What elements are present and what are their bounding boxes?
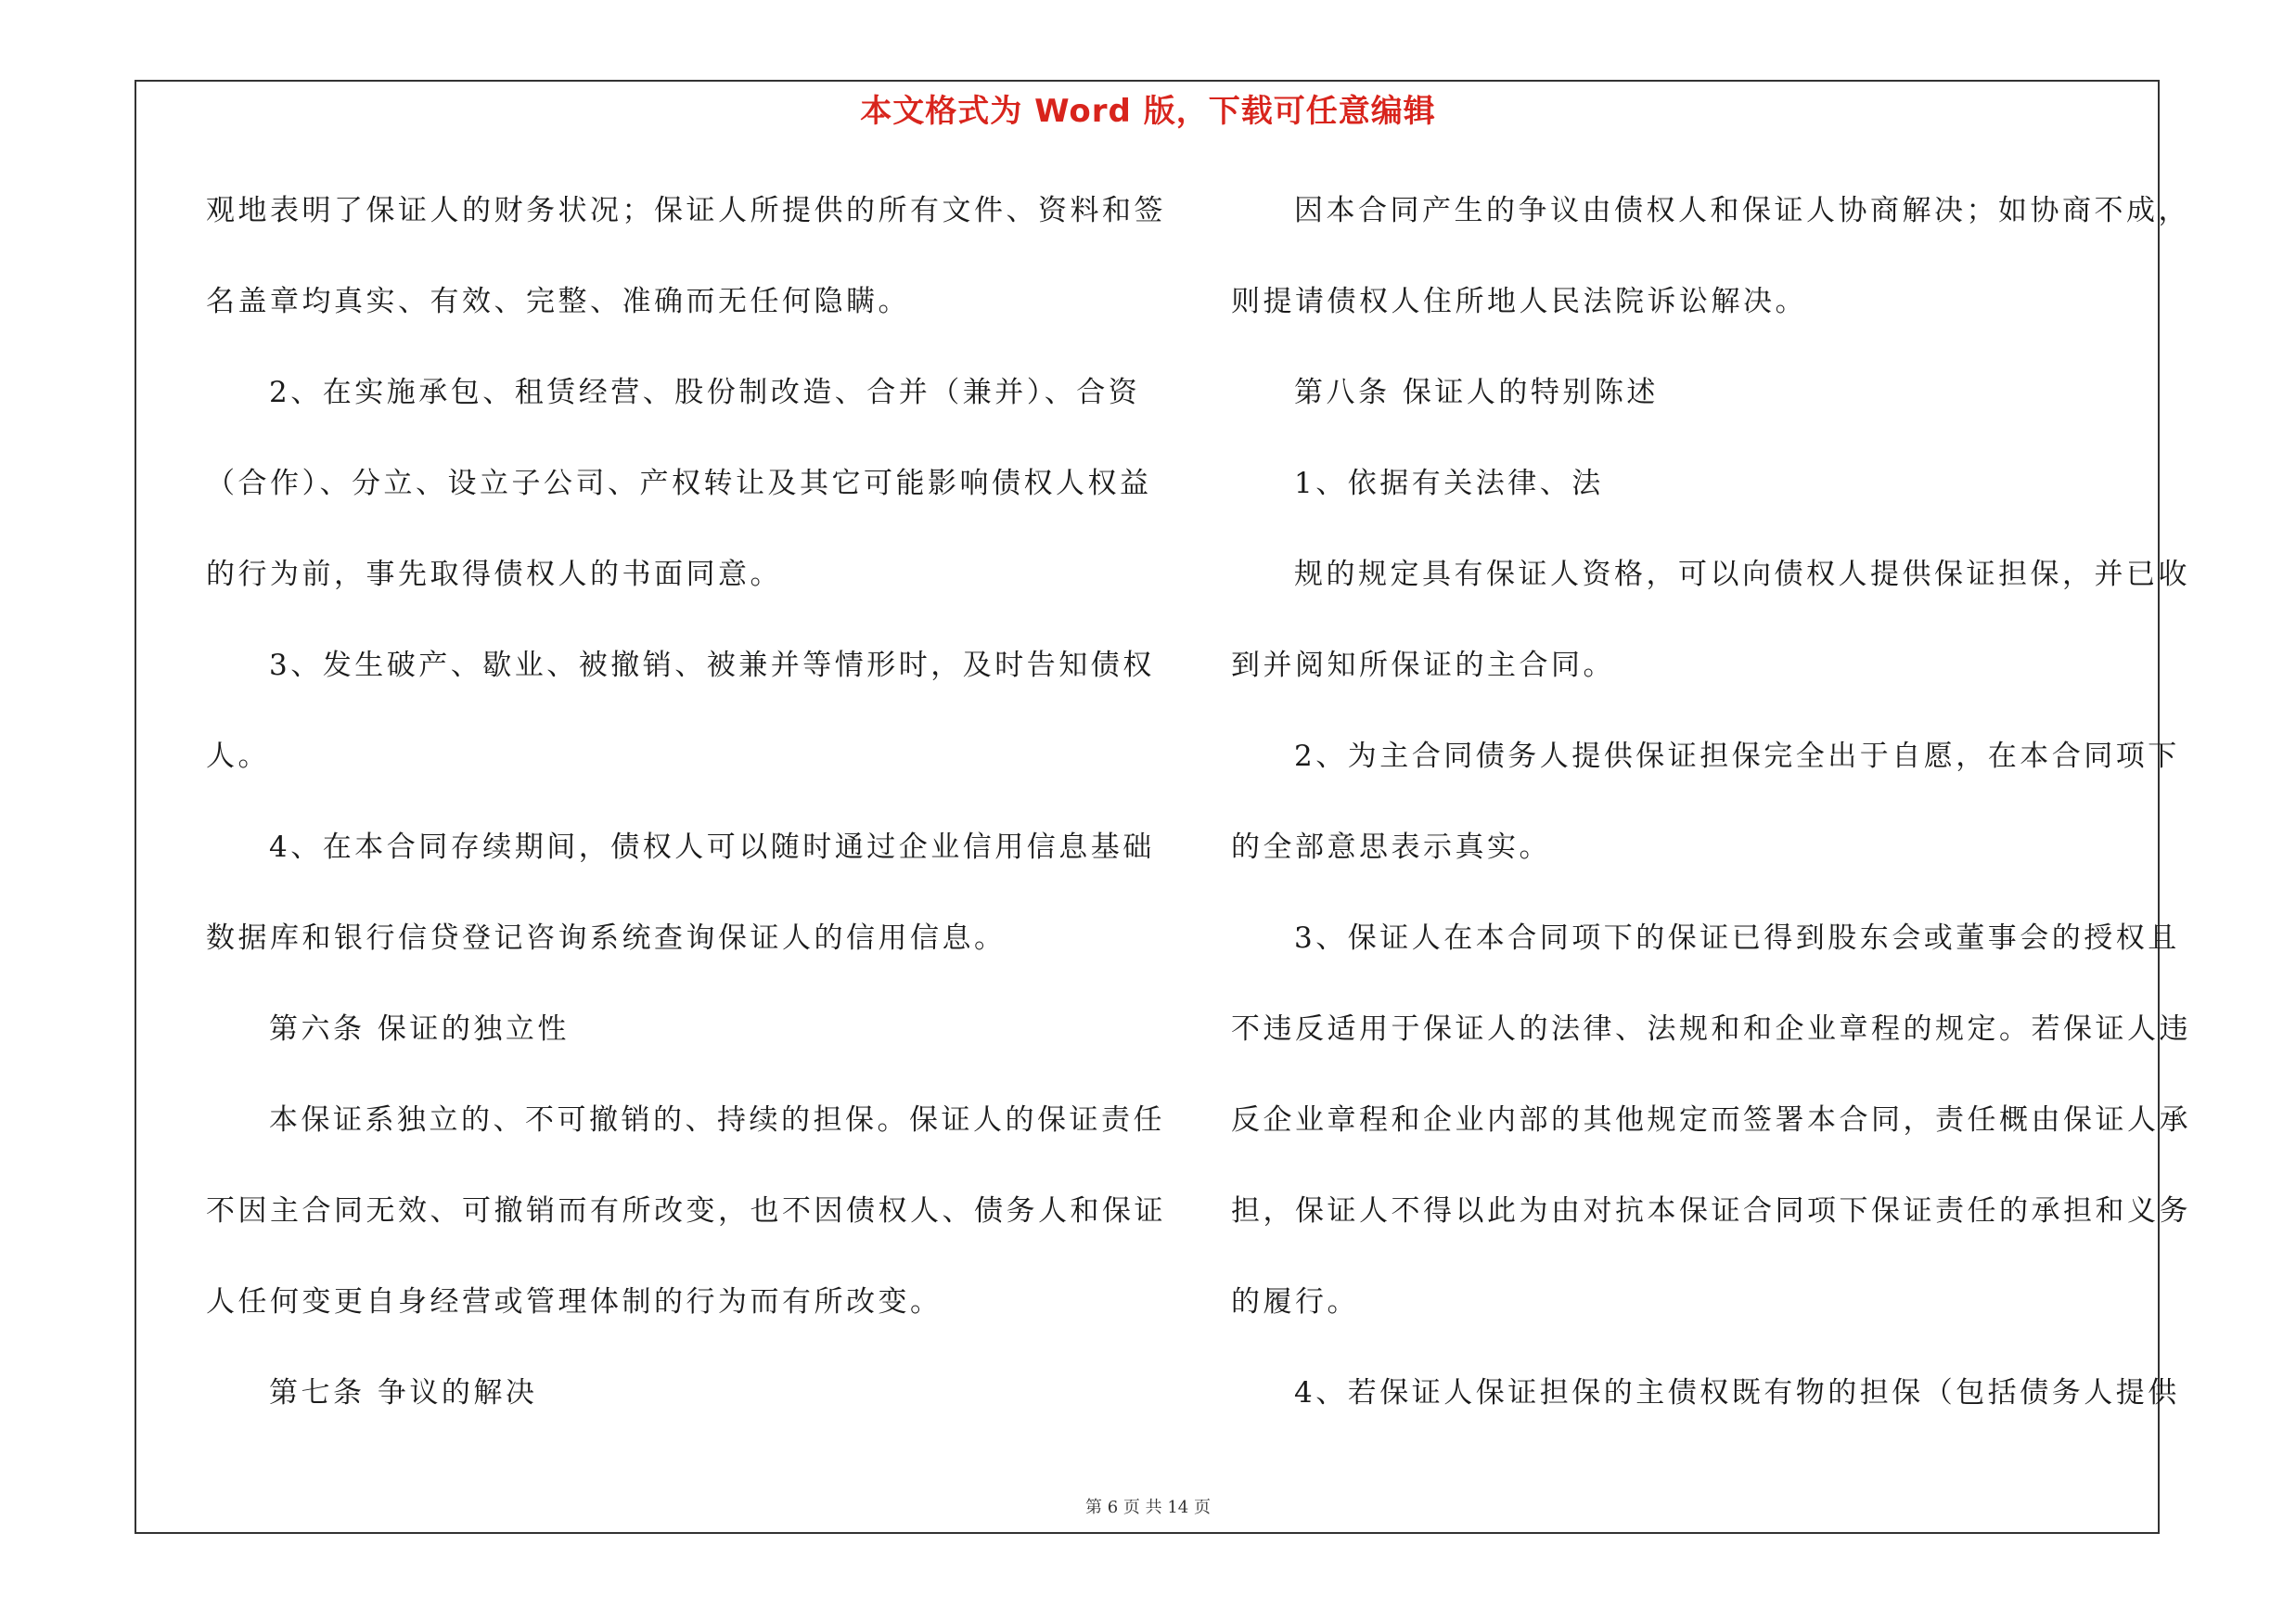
paragraph-line: 2、在实施承包、租赁经营、股份制改造、合并（兼并）、合资 (269, 376, 1141, 409)
header-banner: 本文格式为 Word 版，下载可任意编辑 (860, 93, 1436, 130)
paragraph-line: 担，保证人不得以此为由对抗本保证合同项下保证责任的承担和义务 (1231, 1194, 2191, 1228)
paragraph-line: 则提请债权人住所地人民法院诉讼解决。 (1231, 285, 1807, 318)
paragraph-line: 4、在本合同存续期间，债权人可以随时通过企业信用信息基础 (269, 831, 1155, 864)
paragraph-line: 不违反适用于保证人的法律、法规和和企业章程的规定。若保证人违 (1231, 1012, 2191, 1046)
left-column (206, 165, 1166, 1438)
paragraph-line: 本保证系独立的、不可撤销的、持续的担保。保证人的保证责任 (269, 1103, 1165, 1137)
paragraph-line: 到并阅知所保证的主合同。 (1231, 649, 1615, 682)
section-heading: 第六条 保证的独立性 (269, 1012, 570, 1046)
paragraph-line: 的行为前，事先取得债权人的书面同意。 (206, 558, 782, 591)
paragraph-line: 规的规定具有保证人资格，可以向债权人提供保证担保，并已收 (1294, 558, 2190, 591)
paragraph-line: 人。 (206, 740, 270, 773)
paragraph-line: 人任何变更自身经营或管理体制的行为而有所改变。 (206, 1285, 943, 1319)
paragraph-line: 因本合同产生的争议由债权人和保证人协商解决；如协商不成， (1294, 194, 2190, 227)
paragraph-line: 2、为主合同债务人提供保证担保完全出于自愿，在本合同项下 (1294, 740, 2180, 773)
section-heading: 第七条 争议的解决 (269, 1376, 538, 1410)
paragraph-line: 1、依据有关法律、法 (1294, 467, 1604, 500)
paragraph-line: 不因主合同无效、可撤销而有所改变，也不因债权人、债务人和保证 (206, 1194, 1166, 1228)
paragraph-line: 名盖章均真实、有效、完整、准确而无任何隐瞒。 (206, 285, 910, 318)
right-column (1231, 165, 2191, 1438)
paragraph-line: 4、若保证人保证担保的主债权既有物的担保（包括债务人提供 (1294, 1376, 2180, 1410)
paragraph-line: （合作）、分立、设立子公司、产权转让及其它可能影响债权人权益 (206, 467, 1152, 500)
paragraph-line: 3、发生破产、歇业、被撤销、被兼并等情形时，及时告知债权 (269, 649, 1155, 682)
paragraph-line: 的履行。 (1231, 1285, 1359, 1319)
paragraph-line: 的全部意思表示真实。 (1231, 831, 1551, 864)
page-number: 第 6 页 共 14 页 (1085, 1498, 1211, 1517)
paragraph-line: 观地表明了保证人的财务状况；保证人所提供的所有文件、资料和签 (206, 194, 1166, 227)
paragraph-line: 数据库和银行信贷登记咨询系统查询保证人的信用信息。 (206, 921, 1007, 955)
paragraph-line: 3、保证人在本合同项下的保证已得到股东会或董事会的授权且 (1294, 921, 2180, 955)
paragraph-line: 反企业章程和企业内部的其他规定而签署本合同，责任概由保证人承 (1231, 1103, 2191, 1137)
section-heading: 第八条 保证人的特别陈述 (1294, 376, 1659, 409)
